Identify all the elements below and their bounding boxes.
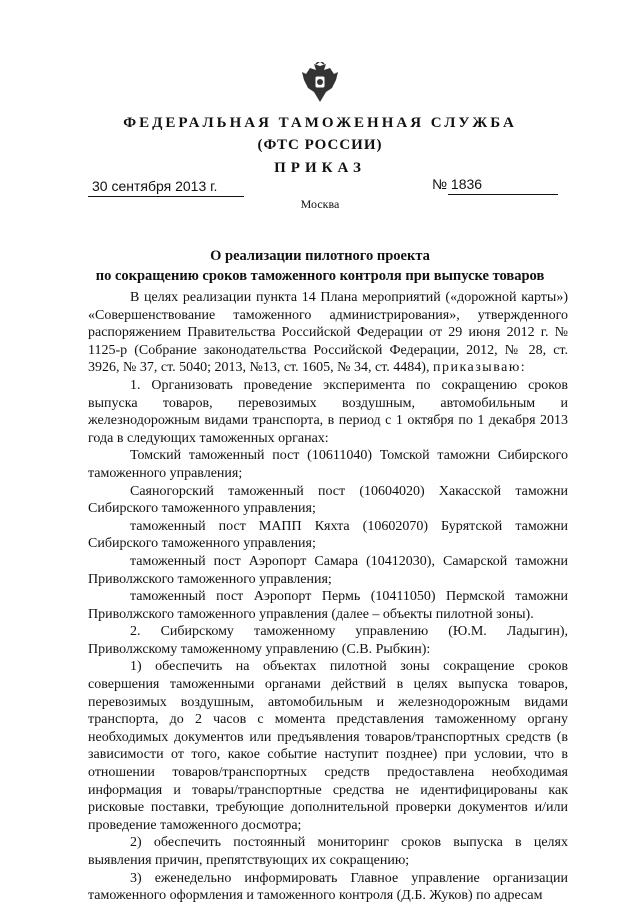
- item-2-subitem-3: 3) еженедельно информировать Главное управление организации таможенного оформления и таможенного контроля (Д.Б. Жуков) по адресам: [88, 870, 568, 904]
- number-underline: [448, 194, 558, 195]
- city: Москва: [300, 197, 340, 211]
- document-title: [0, 246, 640, 286]
- customs-post-5: таможенный пост Аэропорт Пермь (10411050) Пермской таможни Приволжского таможенного управления (далее – объекты пилотной зоны).: [88, 589, 568, 622]
- coat-of-arms-emblem-icon: [300, 62, 340, 106]
- document-body: [88, 289, 568, 905]
- item-2-subitem-2: 2) обеспечить постоянный мониторинг сроков выпуска в целях выявления причин, препятствующих их сокращению;: [88, 835, 568, 868]
- organization-short-name: (ФТС РОССИИ): [257, 137, 383, 153]
- organization-name: ФЕДЕРАЛЬНАЯ ТАМОЖЕННАЯ СЛУЖБА: [123, 115, 517, 131]
- order-number-prefix: №: [432, 176, 448, 192]
- customs-post-1: Томский таможенный пост (10611040) Томской таможни Сибирского таможенного управления;: [88, 448, 568, 481]
- item-2-subitem-1: 1) обеспечить на объектах пилотной зоны сокращение сроков совершения таможенными органами действий в целях выпуска товаров, перевозимых воздушным, автомобильным и железнодорожным видами транспорта, до 2 часов с момента представления таможенному органу необходимых документов или предъявления товаров/транспортных средств (в зависимости от того, какое событие наступит позднее) при условии, что в отношении товаров/транспортных средств предоставлена необходимая информация и товары/транспортные средства не идентифицированы как рисковые поставки, требующие дополнительной проверки документов и/или проведение таможенного досмотра;: [88, 659, 568, 833]
- preamble-paragraph: [88, 289, 568, 377]
- title-line-2: по сокращению сроков таможенного контроля при выпуске товаров: [95, 268, 545, 284]
- customs-post-3: таможенный пост МАПП Кяхта (10602070) Бурятской таможни Сибирского таможенного управления;: [88, 518, 568, 552]
- preamble-text: В целях реализации пункта 14 Плана мероприятий («дорожной карты») «Совершенствование таможенного администрирования», утвержденного распоряжением Правительства Российской Федерации от 29 июня 2012 г. № 1125-р (Собрание законодательства Российской Федерации, 2012, № 28, ст. 3926, № 37, ст. 5040; 2013, №13, ст. 1605, № 34, ст. 4484),: [88, 290, 568, 376]
- item-2-paragraph: 2. Сибирскому таможенному управлению (Ю.М. Ладыгин), Приволжскому таможенному управлению (С.В. Рыбкин):: [88, 624, 568, 657]
- order-number-value: 1836: [450, 176, 483, 192]
- item-1-paragraph: 1. Организовать проведение эксперимента по сокращению сроков выпуска товаров, перевозимых воздушным, автомобильным и железнодорожным видами транспорта, в период с 1 октября по 1 декабря 2013 года в следующих таможенных органах:: [88, 377, 568, 446]
- order-number: [432, 176, 482, 192]
- customs-post-2: Саяногорский таможенный пост (10604020) Хакасской таможни Сибирского таможенного управления;: [88, 483, 568, 517]
- preamble-order-word: приказываю:: [432, 360, 527, 376]
- customs-post-4: таможенный пост Аэропорт Самара (10412030), Самарской таможни Приволжского таможенного управления;: [88, 553, 568, 587]
- order-date: 30 сентября 2013 г.: [92, 178, 218, 194]
- document-type: ПРИКАЗ: [274, 160, 366, 176]
- title-line-1: О реализации пилотного проекта: [210, 248, 430, 264]
